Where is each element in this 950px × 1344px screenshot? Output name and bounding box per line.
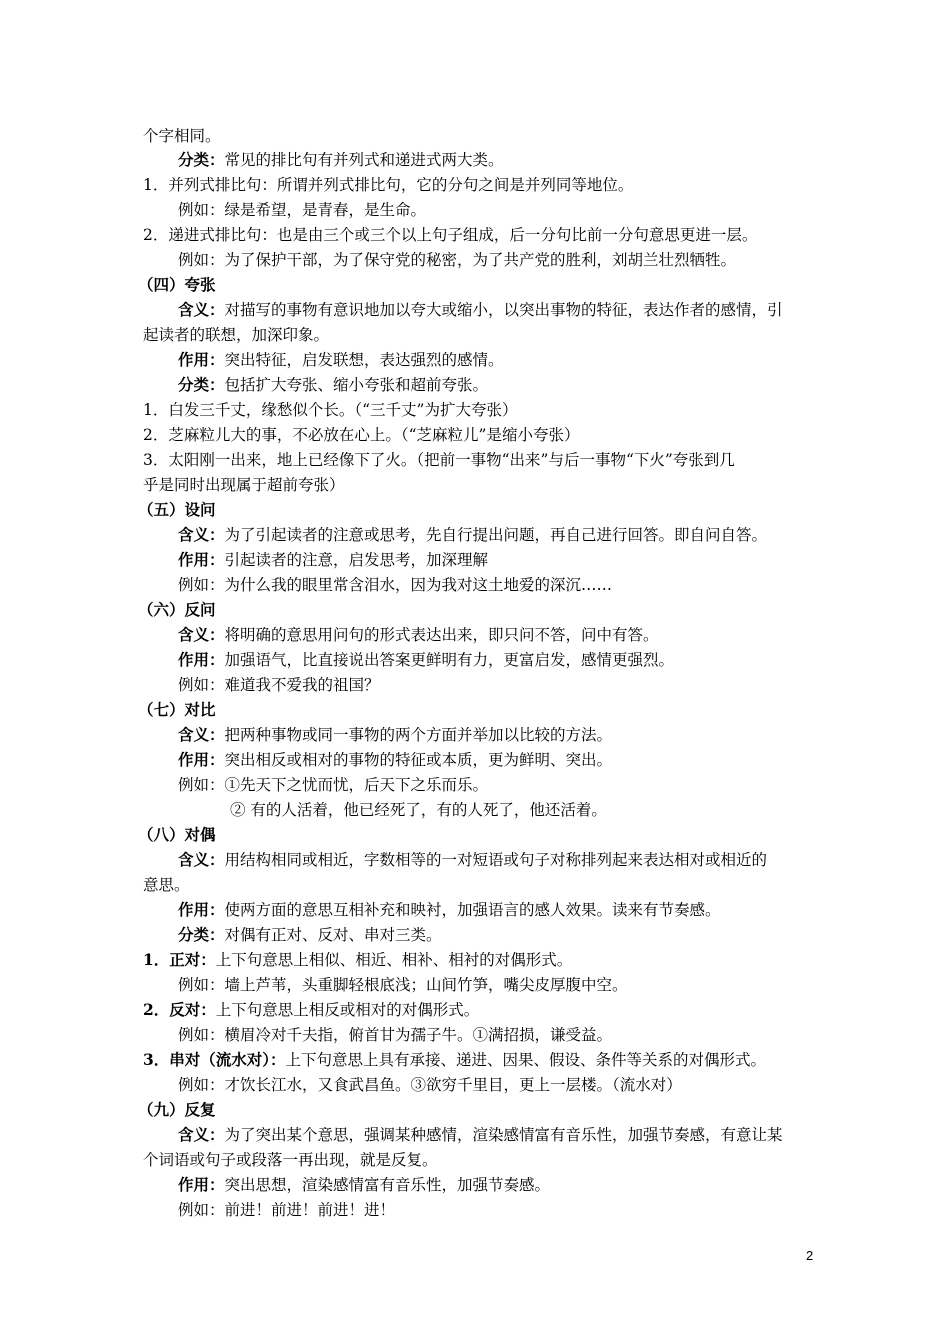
text-line bbox=[0, 1125, 950, 1145]
text-line bbox=[0, 925, 950, 945]
text-line bbox=[0, 225, 950, 245]
text-line bbox=[0, 575, 950, 595]
line-text: 1．并列式排比句：所谓并列式排比句，它的分句之间是并列同等地位。 bbox=[143, 176, 634, 194]
line-label: 作用： bbox=[178, 750, 225, 769]
text-line bbox=[0, 725, 950, 745]
line-text: 上下句意思上相反或相对的对偶形式。 bbox=[215, 1001, 480, 1019]
line-label: 1．正对： bbox=[143, 950, 216, 969]
text-line bbox=[0, 650, 950, 670]
line-text: 为了引起读者的注意或思考，先自行提出问题，再自己进行回答。即自问自答。 bbox=[224, 526, 768, 544]
line-text: 对描写的事物有意识地加以夸大或缩小，以突出事物的特征，表达作者的感情，引 bbox=[224, 301, 783, 319]
text-line bbox=[0, 625, 950, 645]
section-heading: （四）夸张 bbox=[138, 275, 216, 294]
text-line bbox=[0, 475, 950, 495]
line-text: 上下句意思上相似、相近、相补、相衬的对偶形式。 bbox=[215, 951, 573, 969]
line-text: 包括扩大夸张、缩小夸张和超前夸张。 bbox=[224, 376, 489, 394]
line-text: 突出思想，渲染感情富有音乐性，加强节奏感。 bbox=[224, 1176, 551, 1194]
text-line bbox=[0, 126, 950, 146]
line-text: 例如：①先天下之忧而忧，后天下之乐而乐。 bbox=[178, 776, 489, 794]
page-number: 2 bbox=[806, 1248, 814, 1263]
text-line bbox=[0, 675, 950, 695]
section-heading: （六）反问 bbox=[138, 600, 216, 619]
line-text: 个词语或句子或段落一再出现，就是反复。 bbox=[143, 1151, 438, 1169]
text-line bbox=[0, 1050, 950, 1070]
line-text: 意思。 bbox=[143, 876, 190, 894]
line-text: 常见的排比句有并列式和递进式两大类。 bbox=[224, 151, 504, 169]
text-line bbox=[0, 200, 950, 220]
line-text: 3．太阳刚一出来，地上已经像下了火。（把前一事物“出来”与后一事物“下火”夸张到几 bbox=[143, 451, 735, 469]
line-text: 乎是同时出现属于超前夸张） bbox=[143, 476, 345, 494]
text-line bbox=[0, 975, 950, 995]
line-text: 用结构相同或相近，字数相等的一对短语或句子对称排列起来表达相对或相近的 bbox=[224, 851, 768, 869]
line-text: 例如：墙上芦苇，头重脚轻根底浅；山间竹笋，嘴尖皮厚腹中空。 bbox=[178, 976, 628, 994]
line-label: 含义： bbox=[178, 850, 225, 869]
line-label: 分类： bbox=[178, 375, 225, 394]
text-line bbox=[0, 1075, 950, 1095]
text-line bbox=[0, 1200, 950, 1220]
line-text: 突出相反或相对的事物的特征或本质，更为鲜明、突出。 bbox=[224, 751, 613, 769]
line-label: 含义： bbox=[178, 725, 225, 744]
line-text: 2．递进式排比句：也是由三个或三个以上句子组成，后一分句比前一分句意思更进一层。 bbox=[143, 226, 758, 244]
line-text: 例如：前进！前进！前进！进！ bbox=[178, 1201, 396, 1219]
text-line bbox=[0, 1175, 950, 1195]
text-line bbox=[0, 250, 950, 270]
text-line bbox=[0, 400, 950, 420]
line-text: 1．白发三千丈，缘愁似个长。（“三千丈”为扩大夸张） bbox=[143, 401, 518, 419]
text-line bbox=[0, 425, 950, 445]
text-line bbox=[0, 1025, 950, 1045]
line-label: 3．串对（流水对）： bbox=[143, 1050, 286, 1069]
section-heading: （八）对偶 bbox=[138, 825, 216, 844]
line-text: 2．芝麻粒儿大的事，不必放在心上。（“芝麻粒儿”是缩小夸张） bbox=[143, 426, 580, 444]
line-text: 个字相同。 bbox=[143, 127, 221, 145]
line-text: 加强语气，比直接说出答案更鲜明有力，更富启发，感情更强烈。 bbox=[224, 651, 675, 669]
line-text: 起读者的联想，加深印象。 bbox=[143, 326, 330, 344]
text-line bbox=[0, 950, 950, 970]
line-label: 作用： bbox=[178, 550, 225, 569]
line-label: 分类： bbox=[178, 925, 225, 944]
line-text: 例如：横眉冷对千夫指，俯首甘为孺子牛。①满招损，谦受益。 bbox=[178, 1026, 613, 1044]
line-label: 作用： bbox=[178, 650, 225, 669]
section-heading: （九）反复 bbox=[138, 1100, 216, 1119]
text-line bbox=[0, 800, 950, 820]
text-line bbox=[0, 375, 950, 395]
text-line bbox=[0, 525, 950, 545]
text-line bbox=[0, 750, 950, 770]
text-line bbox=[0, 325, 950, 345]
line-text: ② 有的人活着，他已经死了，有的人死了，他还活着。 bbox=[230, 801, 607, 819]
line-text: 例如：绿是希望，是青春，是生命。 bbox=[178, 201, 427, 219]
line-label: 分类： bbox=[178, 150, 225, 169]
line-text: 为了突出某个意思，强调某种感情，渲染感情富有音乐性，加强节奏感，有意让某 bbox=[224, 1126, 783, 1144]
line-text: 例如：为了保护干部，为了保守党的秘密，为了共产党的胜利，刘胡兰壮烈牺牲。 bbox=[178, 251, 737, 269]
line-text: 引起读者的注意，启发思考，加深理解 bbox=[224, 551, 489, 569]
line-text: 例如：为什么我的眼里常含泪水，因为我对这土地爱的深沉…… bbox=[178, 576, 613, 594]
section-heading: （五）设问 bbox=[138, 500, 216, 519]
line-text: 把两种事物或同一事物的两个方面并举加以比较的方法。 bbox=[224, 726, 613, 744]
line-label: 含义： bbox=[178, 625, 225, 644]
text-line bbox=[0, 775, 950, 795]
section-heading: （七）对比 bbox=[138, 700, 216, 719]
text-line bbox=[0, 150, 950, 170]
text-line bbox=[0, 300, 950, 320]
text-line bbox=[0, 450, 950, 470]
line-label: 作用： bbox=[178, 350, 225, 369]
line-label: 含义： bbox=[178, 525, 225, 544]
line-label: 含义： bbox=[178, 300, 225, 319]
line-label: 2．反对： bbox=[143, 1000, 216, 1019]
line-label: 作用： bbox=[178, 1175, 225, 1194]
text-line bbox=[0, 900, 950, 920]
text-line bbox=[0, 550, 950, 570]
line-text: 使两方面的意思互相补充和映衬，加强语言的感人效果。读来有节奏感。 bbox=[224, 901, 721, 919]
text-line bbox=[0, 875, 950, 895]
text-line bbox=[0, 350, 950, 370]
line-text: 例如：难道我不爱我的祖国？ bbox=[178, 676, 380, 694]
line-text: 例如：才饮长江水，又食武昌鱼。③欲穷千里目，更上一层楼。（流水对） bbox=[178, 1076, 682, 1094]
line-label: 含义： bbox=[178, 1125, 225, 1144]
text-line bbox=[0, 850, 950, 870]
text-line bbox=[0, 1000, 950, 1020]
line-text: 突出特征，启发联想，表达强烈的感情。 bbox=[224, 351, 504, 369]
line-text: 将明确的意思用问句的形式表达出来，即只问不答，问中有答。 bbox=[224, 626, 659, 644]
line-label: 作用： bbox=[178, 900, 225, 919]
line-text: 上下句意思上具有承接、递进、因果、假设、条件等关系的对偶形式。 bbox=[285, 1051, 767, 1069]
line-text: 对偶有正对、反对、串对三类。 bbox=[224, 926, 442, 944]
text-line bbox=[0, 1150, 950, 1170]
text-line bbox=[0, 175, 950, 195]
